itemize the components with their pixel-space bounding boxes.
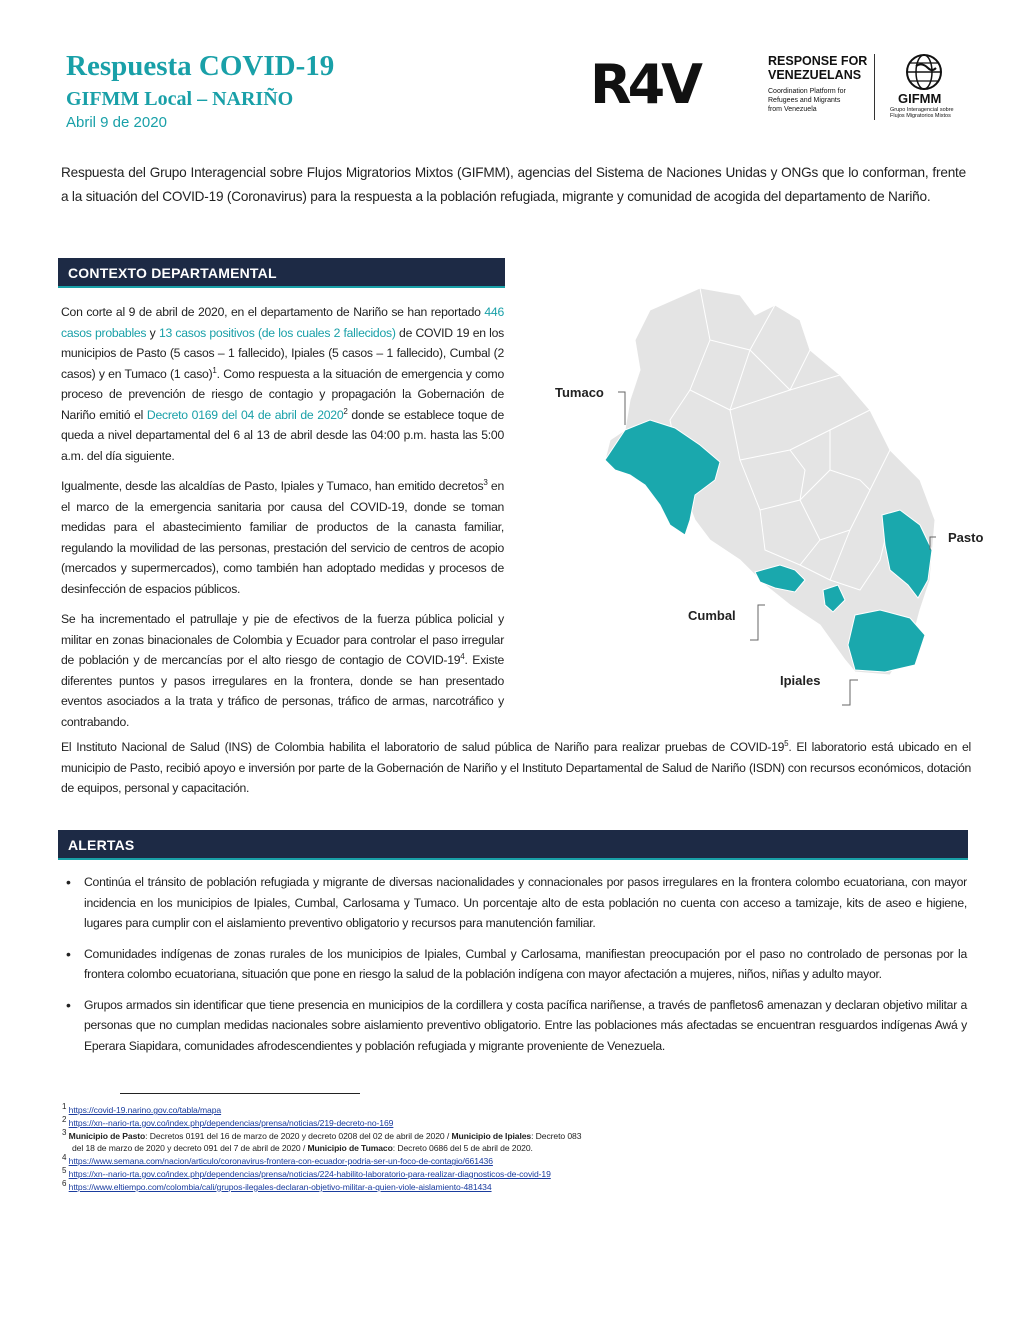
- r4v-name-2: VENEZUELANS: [768, 68, 862, 82]
- gifmm-tagline-2: Flujos Migratorios Mixtos: [890, 113, 951, 119]
- gifmm-tagline-1: Grupo Interagencial sobre: [890, 107, 954, 113]
- link-casos-probables[interactable]: 446 casos probables: [61, 305, 504, 340]
- ins-paragraph: [61, 737, 971, 799]
- section-heading-contexto: CONTEXTO DEPARTAMENTAL: [58, 258, 505, 288]
- link-decreto-0169[interactable]: Decreto 0169 del 04 de abril de 2020: [146, 407, 344, 422]
- footnote-label: Municipio de Pasto: [68, 1130, 146, 1141]
- footnote-label: Municipio de Ipiales: [451, 1130, 532, 1141]
- text-run: y: [146, 325, 159, 340]
- list-item: • Grupos armados sin identificar que tiene presencia en municipios de la cordillera y costa pacífica nariñense, a través de panfletos6 amenazan y declaran objetivo militar a personas que no cumplan medidas nacionales sobre aislamiento preventivo obligatorio. Entre las poblaciones más afectadas se encuentran resguardos indígenas Awá y Eperara Siapidara, comunidades afrodescendientes y población refugiada y migrante proveniente de Venezuela.: [62, 995, 967, 1057]
- footnote-number: 4: [62, 1153, 67, 1163]
- text-run: . Existe diferentes puntos y pasos irregulares en la frontera, donde se han presentado eventos asociados a la trata y tráfico de personas, tráfico de armas, narcotráfico y contrabando.: [61, 653, 505, 729]
- footnote-number: 2: [62, 1114, 67, 1124]
- footnote-6: [62, 1178, 782, 1194]
- narino-map: [555, 280, 990, 720]
- list-item: • Continúa el tránsito de población refugiada y migrante de diversas nacionalidades y connacionales por pasos irregulares en la frontera colombo ecuatoriana, con mayor incidencia en los municipios de Ipiales, Cumbal, Carlosama y Tumaco. Un porcentaje alto de esta población no cuenta con acceso a tamizaje, kits de aseo e higiene, lugares para cumplir con el aislamiento preventivo obligatorio y recursos para manutención familiar.: [62, 872, 967, 934]
- footnote-link[interactable]: https://xn--nario-rta.gov.co/index.php/dependencias/prensa/noticias/219-decreto-no-169: [68, 1117, 394, 1128]
- text-run: del 18 de marzo de 2020 y decreto 091 del 7 de abril de 2020 /: [72, 1143, 308, 1154]
- footnote-ref: 5: [784, 738, 789, 748]
- logo-divider: [874, 54, 875, 120]
- r4v-logo-icon: R4V: [590, 53, 699, 116]
- map-label-ipiales: Ipiales: [780, 673, 821, 688]
- map-canvas: [590, 280, 990, 720]
- footnote-ref: 3: [483, 477, 488, 487]
- footnote-5: [62, 1168, 782, 1181]
- text-run: donde se establece toque de queda a nivel departamental del 6 al 13 de abril desde las 04:00 p.m. hasta las 5:00 a.m. del día siguiente.: [61, 407, 504, 463]
- intro-paragraph: Respuesta del Grupo Interagencial sobre Flujos Migratorios Mixtos (GIFMM), agencias del Sistema de Naciones Unidas y ONGs que lo conforman, frente a la situación del COVID-19 (Coronavirus) para la respuesta a la población refugiada, migrante y comunidad de acogida del departamento de Nariño.: [61, 165, 966, 204]
- partner-logos: [590, 52, 970, 124]
- report-date: Abril 9 de 2020: [66, 114, 167, 131]
- text-run: en el marco de la emergencia sanitaria por causa del COVID-19, donde se toman medidas para el abastecimiento familiar de productos de la canasta familiar, regulando la movilidad de las personas, prestación del servicio de centros de acopio (mercados y supermercados), como también han adoptado medidas y procesos de desinfección de espacios públicos.: [61, 479, 504, 596]
- text-run: : Decretos 0191 del 16 de marzo de 2020 y decreto 0208 del 02 de abril de 2020 /: [145, 1130, 452, 1141]
- contexto-paragraph-2: [61, 476, 504, 599]
- text-run: Se ha incrementado el patrullaje y pie de efectivos de la fuerza pública policial y militar en zonas binacionales de Colombia y Ecuador para controlar el paso irregular de población y de mercancías por el alto riesgo de contagio de COVID-19: [61, 612, 504, 667]
- contexto-body: [61, 302, 504, 742]
- text-run: . Como respuesta a la situación de emergencia y como proceso de prevención de riesgo de contagio y propagación la Gobernación de Nariño emitió el: [61, 366, 504, 422]
- text-run: Igualmente, desde las alcaldías de Pasto, Ipiales y Tumaco, han emitido decretos: [61, 479, 484, 493]
- footnotes: [62, 1104, 782, 1194]
- gifmm-name: GIFMM: [898, 91, 942, 106]
- footnote-number: 1: [62, 1102, 67, 1112]
- footnote-4: [62, 1155, 782, 1168]
- footnote-label: Municipio de Tumaco: [307, 1143, 393, 1154]
- map-label-cumbal: Cumbal: [688, 608, 736, 623]
- globe-icon: [902, 52, 946, 92]
- contexto-paragraph-3: [61, 609, 504, 732]
- footnote-link[interactable]: https://www.semana.com/nacion/articulo/coronavirus-frontera-con-ecuador-podria-ser-un-foco-de-contagio/661436: [68, 1156, 493, 1167]
- text-run: . El laboratorio está ubicado en el municipio de Pasto, recibió apoyo e inversión por parte de la Gobernación de Nariño y el Instituto Departamental de Salud de Nariño (ISDN) con recursos económicos, dotación de equipos, personal y capacitación.: [61, 740, 971, 795]
- r4v-name-1: RESPONSE FOR: [768, 54, 868, 68]
- footnote-3-continued: [62, 1142, 782, 1155]
- footnote-1: [62, 1104, 782, 1117]
- alert-list: [62, 872, 967, 1066]
- footnote-3: [62, 1127, 782, 1143]
- r4v-tagline-3: from Venezuela: [768, 106, 817, 113]
- text-run: de COVID 19 en los municipios de Pasto (5 casos – 1 fallecido), Ipiales (5 casos – 1 fallecido), Cumbal (2 casos) y en Tumaco (1 caso): [61, 325, 504, 381]
- footnote-link[interactable]: https://covid-19.narino.gov.co/tabla/mapa: [68, 1105, 222, 1115]
- link-casos-positivos[interactable]: 13 casos positivos (de los cuales 2 fallecidos): [158, 325, 396, 340]
- page-subtitle: GIFMM Local – NARIÑO: [66, 88, 294, 110]
- text-run: Con corte al 9 de abril de 2020, en el departamento de Nariño se han reportado: [61, 305, 485, 319]
- footnote-ref: 1: [212, 365, 217, 375]
- list-item: • Comunidades indígenas de zonas rurales de los municipios de Ipiales, Cumbal y Carlosama, manifiestan preocupación por el paso no controlado de personas por la frontera colombo ecuatoriana, situación que pone en riesgo la salud de la población indígena con mayor afectación a mujeres, niños, niñas y adulto mayor.: [62, 944, 967, 985]
- footnote-divider: [120, 1093, 360, 1094]
- text-run: : Decreto 083: [531, 1130, 582, 1141]
- r4v-tagline-2: Refugees and Migrants: [768, 97, 841, 104]
- text-run: : Decreto 0686 del 5 de abril de 2020.: [392, 1143, 533, 1154]
- footnote-2: [62, 1114, 782, 1130]
- footnote-number: 5: [62, 1166, 67, 1176]
- map-label-tumaco: Tumaco: [555, 385, 604, 400]
- page-title: Respuesta COVID-19: [66, 50, 335, 82]
- footnote-number: 3: [62, 1127, 67, 1137]
- footnote-ref: 4: [460, 651, 465, 661]
- contexto-paragraph-1: [61, 302, 504, 466]
- text-run: El Instituto Nacional de Salud (INS) de Colombia habilita el laboratorio de salud pública de Nariño para realizar pruebas de COVID-19: [61, 740, 785, 754]
- footnote-link[interactable]: https://www.eltiempo.com/colombia/cali/grupos-ilegales-declaran-objetivo-militar-a-quien-viole-aislamiento-481434: [68, 1181, 492, 1192]
- r4v-tagline-1: Coordination Platform for: [768, 88, 846, 95]
- section-heading-alertas: ALERTAS: [58, 830, 968, 860]
- footnote-number: 6: [62, 1178, 67, 1188]
- footnote-ref: 2: [343, 406, 348, 416]
- map-label-pasto: Pasto: [948, 530, 984, 545]
- footnote-link[interactable]: https://xn--nario-rta.gov.co/index.php/dependencias/prensa/noticias/224-habilito-laboratorio-para-realizar-diagnosticos-de-covid-19: [68, 1168, 551, 1179]
